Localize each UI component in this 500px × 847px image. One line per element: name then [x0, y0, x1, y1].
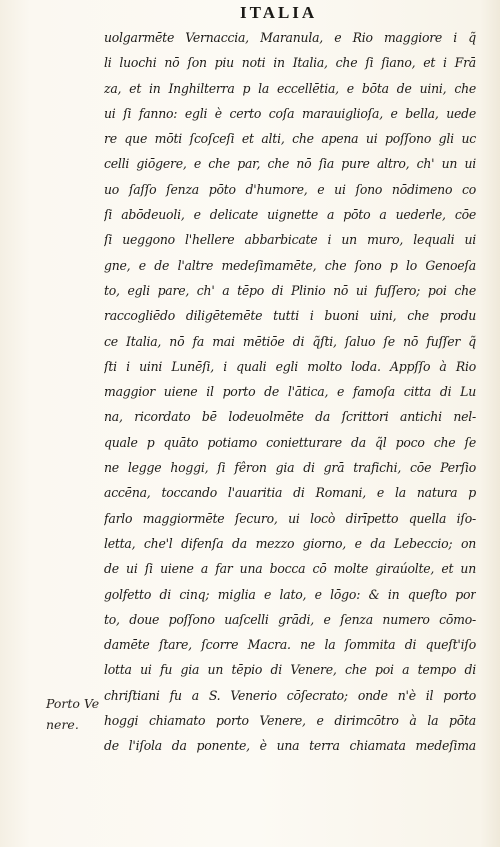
- text-line: li luochi nō ſon piu noti in Italia, che ſi ſiano, et i Frā: [104, 56, 476, 72]
- text-line: ne legge hoggi, ſi fêron gia di grā trafichi, cōe Perſio: [104, 461, 476, 477]
- text-line: chriſtiani fu a S. Venerio cōſecrato; onde n'è il porto: [104, 688, 476, 704]
- text-line: ſi ueggono l'hellere abbarbicate i un muro, lequali ui: [104, 233, 476, 249]
- text-line: gne, e de l'altre medeſimamēte, che ſono p lo Genoeſa: [104, 258, 476, 274]
- text-line: uo ſaſſo ſenza pōto d'humore, e ui ſono nōdimeno co: [104, 182, 476, 198]
- running-head: ITALIA: [240, 3, 318, 22]
- text-line: to, doue poſſono uaſcelli grādi, e ſenza numero cōmo-: [104, 612, 476, 628]
- text-line: golfetto di cinq; miglia e lato, e lōgo: & in queſto por: [104, 587, 476, 603]
- text-line: damēte ſtare, ſcorre Macra. ne la ſommita di queſt'iſo: [104, 638, 476, 654]
- text-line: na, ricordato bē lodeuolmēte da ſcrittori antichi nel-: [104, 410, 476, 426]
- text-line: accēna, toccando l'auaritia di Romani, e la natura p: [104, 486, 476, 502]
- text-line: za, et in Inghilterra p la eccellētia, e bōta de uini, che: [104, 81, 476, 97]
- text-line: maggior uiene il porto de l'ātica, e famoſa citta di Lu: [104, 385, 476, 401]
- margin-note-line: nere.: [46, 717, 79, 732]
- text-line: re que mōti ſcoſceſi et alti, che apena ui poſſono gli uc: [104, 132, 476, 148]
- text-line: hoggi chiamato porto Venere, e dirimcōtro à la pōta: [104, 714, 476, 730]
- text-line: ſti i uini Lunēſi, i quali egli molto loda. Appſſo à Rio: [104, 359, 476, 375]
- text-line: to, egli pare, ch' a tēpo di Plinio nō ui fuſſero; poi che: [104, 283, 476, 299]
- body-text: [104, 26, 476, 760]
- text-line: de l'iſola da ponente, è una terra chiamata medeſima: [104, 739, 476, 755]
- margin-note: [46, 693, 106, 735]
- text-line: uolgarmēte Vernaccia, Maranula, e Rio maggiore i q̃: [104, 31, 476, 46]
- text-line: farlo maggiormēte ſecuro, ui locò dirīpetto quella iſo-: [104, 511, 476, 527]
- text-line: ſi abōdeuoli, e delicate uignette a pōto a uederle, cōe: [104, 208, 476, 224]
- text-line: letta, che'l difenſa da mezzo giorno, e da Lebeccio; on: [104, 536, 476, 552]
- text-line: lotta ui fu gia un tēpio di Venere, che poi a tempo di: [104, 663, 476, 679]
- text-line: de ui ſi uiene a far una bocca cō molte giraúolte, et un: [104, 562, 476, 578]
- text-line: quale p quāto potiamo conietturare da q̃l poco che ſe: [104, 435, 476, 451]
- text-line: celli giōgere, e che par, che nō ſia pure altro, ch' un ui: [104, 157, 476, 173]
- text-line: raccogliēdo diligētemēte tutti i buoni uini, che produ: [104, 309, 476, 325]
- text-line: ce Italia, nō fa mai mētiōe di q̃ſti, ſaluo ſe nō fuſſer q̃: [104, 334, 476, 350]
- margin-note-line: Porto Ve: [46, 696, 100, 711]
- text-line: ui ſi fanno: egli è certo coſa marauiglioſa, e bella, uede: [104, 106, 476, 122]
